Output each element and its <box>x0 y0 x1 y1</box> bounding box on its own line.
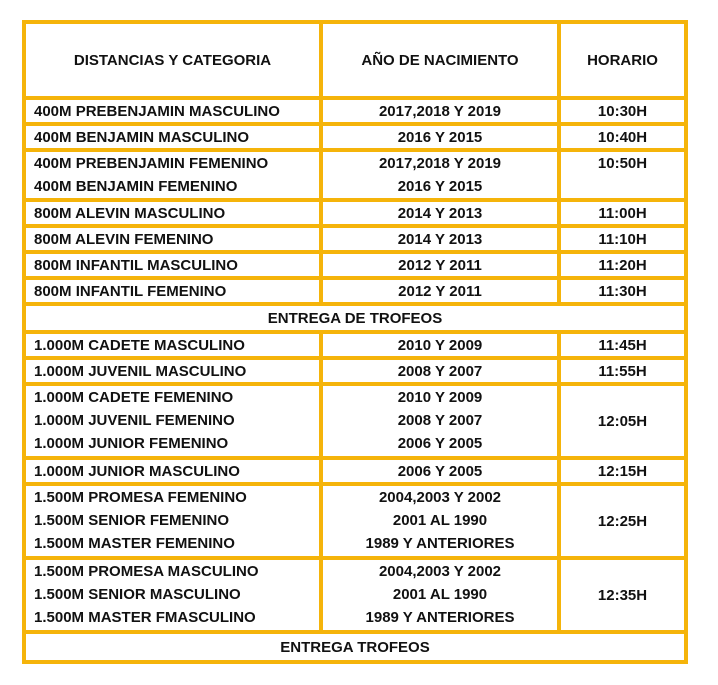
schedule-table <box>22 20 688 664</box>
award-row <box>26 634 684 660</box>
cell-line: 1.000M JUNIOR FEMENINO <box>34 435 229 452</box>
time-label: 10:50H <box>597 155 648 172</box>
header-col2 <box>323 24 557 96</box>
time-label: 11:20H <box>598 257 647 274</box>
cell-line: 1.500M PROMESA FEMENINO <box>34 489 247 506</box>
birth-year-cell <box>323 280 557 302</box>
category-cell <box>26 152 319 198</box>
time-cell <box>561 100 684 122</box>
time-cell <box>561 280 684 302</box>
cell-line: 2010 Y 2009 <box>397 389 483 406</box>
cell-line: 2004,2003 Y 2002 <box>378 489 502 506</box>
cell-line: 800M INFANTIL FEMENINO <box>34 283 227 300</box>
cell-line: 1.000M CADETE MASCULINO <box>34 337 245 354</box>
category-cell <box>26 334 319 356</box>
category-cell <box>26 228 319 250</box>
time-label: 11:10H <box>598 231 647 248</box>
cell-line: 1.500M MASTER FMASCULINO <box>34 609 256 626</box>
time-cell <box>561 386 684 456</box>
time-label: 12:15H <box>597 463 648 480</box>
category-cell <box>26 386 319 456</box>
cell-line: 2017,2018 Y 2019 <box>378 155 502 172</box>
header-label: AÑO DE NACIMIENTO <box>361 51 519 69</box>
time-label: 11:30H <box>598 283 647 300</box>
cell-line: 2004,2003 Y 2002 <box>378 563 502 580</box>
cell-line: 2014 Y 2013 <box>397 231 483 248</box>
cell-line: 1.500M SENIOR FEMENINO <box>34 512 230 529</box>
cell-line: 1.000M JUVENIL MASCULINO <box>34 363 247 380</box>
category-cell <box>26 100 319 122</box>
award-label: ENTREGA TROFEOS <box>280 638 430 656</box>
cell-line: 2017,2018 Y 2019 <box>378 103 502 120</box>
birth-year-cell <box>323 360 557 382</box>
birth-year-cell <box>323 202 557 224</box>
award-row <box>26 306 684 330</box>
time-label: 11:00H <box>598 205 647 222</box>
cell-line: 2006 Y 2005 <box>397 463 483 480</box>
cell-line: 800M ALEVIN FEMENINO <box>34 231 214 248</box>
birth-year-cell <box>323 152 557 198</box>
birth-year-cell <box>323 126 557 148</box>
time-cell <box>561 254 684 276</box>
birth-year-cell <box>323 100 557 122</box>
category-cell <box>26 560 319 630</box>
cell-line: 2008 Y 2007 <box>397 412 483 429</box>
time-cell <box>561 360 684 382</box>
time-label: 10:40H <box>597 129 648 146</box>
cell-line: 800M ALEVIN MASCULINO <box>34 205 226 222</box>
time-cell <box>561 486 684 556</box>
category-cell <box>26 126 319 148</box>
category-cell <box>26 202 319 224</box>
header-label: DISTANCIAS Y CATEGORIA <box>73 51 272 69</box>
time-cell <box>561 228 684 250</box>
cell-line: 1989 Y ANTERIORES <box>365 535 515 552</box>
time-cell <box>561 560 684 630</box>
birth-year-cell <box>323 560 557 630</box>
cell-line: 400M PREBENJAMIN FEMENINO <box>34 155 269 172</box>
cell-line: 1.000M JUVENIL FEMENINO <box>34 412 235 429</box>
category-cell <box>26 486 319 556</box>
cell-line: 2008 Y 2007 <box>397 363 483 380</box>
birth-year-cell <box>323 254 557 276</box>
time-label: 11:45H <box>598 337 647 354</box>
category-cell <box>26 254 319 276</box>
cell-line: 2014 Y 2013 <box>397 205 483 222</box>
header-col3 <box>561 24 684 96</box>
cell-line: 1.000M CADETE FEMENINO <box>34 389 234 406</box>
cell-line: 2016 Y 2015 <box>397 178 483 195</box>
time-cell <box>561 126 684 148</box>
time-cell <box>561 202 684 224</box>
cell-line: 2016 Y 2015 <box>397 129 483 146</box>
cell-line: 1.500M PROMESA MASCULINO <box>34 563 259 580</box>
time-label: 11:55H <box>598 363 647 380</box>
category-cell <box>26 360 319 382</box>
cell-line: 1.500M MASTER FEMENINO <box>34 535 235 552</box>
time-label: 12:05H <box>597 412 648 430</box>
cell-line: 2010 Y 2009 <box>397 337 483 354</box>
header-label: HORARIO <box>587 51 658 69</box>
time-cell <box>561 460 684 482</box>
birth-year-cell <box>323 334 557 356</box>
birth-year-cell <box>323 228 557 250</box>
header-col1 <box>26 24 319 96</box>
cell-line: 1.500M SENIOR MASCULINO <box>34 586 241 603</box>
cell-line: 2001 AL 1990 <box>392 512 488 529</box>
award-label: ENTREGA DE TROFEOS <box>267 309 443 327</box>
birth-year-cell <box>323 486 557 556</box>
birth-year-cell <box>323 460 557 482</box>
category-cell <box>26 280 319 302</box>
cell-line: 2001 AL 1990 <box>392 586 488 603</box>
cell-line: 2012 Y 2011 <box>398 283 482 300</box>
category-cell <box>26 460 319 482</box>
time-cell <box>561 334 684 356</box>
cell-line: 2012 Y 2011 <box>398 257 482 274</box>
cell-line: 2006 Y 2005 <box>397 435 483 452</box>
cell-line: 400M BENJAMIN FEMENINO <box>34 178 238 195</box>
cell-line: 1.000M JUNIOR MASCULINO <box>34 463 240 480</box>
time-label: 12:25H <box>597 512 648 530</box>
birth-year-cell <box>323 386 557 456</box>
time-label: 12:35H <box>597 586 648 604</box>
time-cell <box>561 152 684 198</box>
cell-line: 400M BENJAMIN MASCULINO <box>34 129 250 146</box>
cell-line: 1989 Y ANTERIORES <box>365 609 515 626</box>
time-label: 10:30H <box>597 103 648 120</box>
cell-line: 800M INFANTIL MASCULINO <box>34 257 238 274</box>
cell-line: 400M PREBENJAMIN MASCULINO <box>34 103 280 120</box>
